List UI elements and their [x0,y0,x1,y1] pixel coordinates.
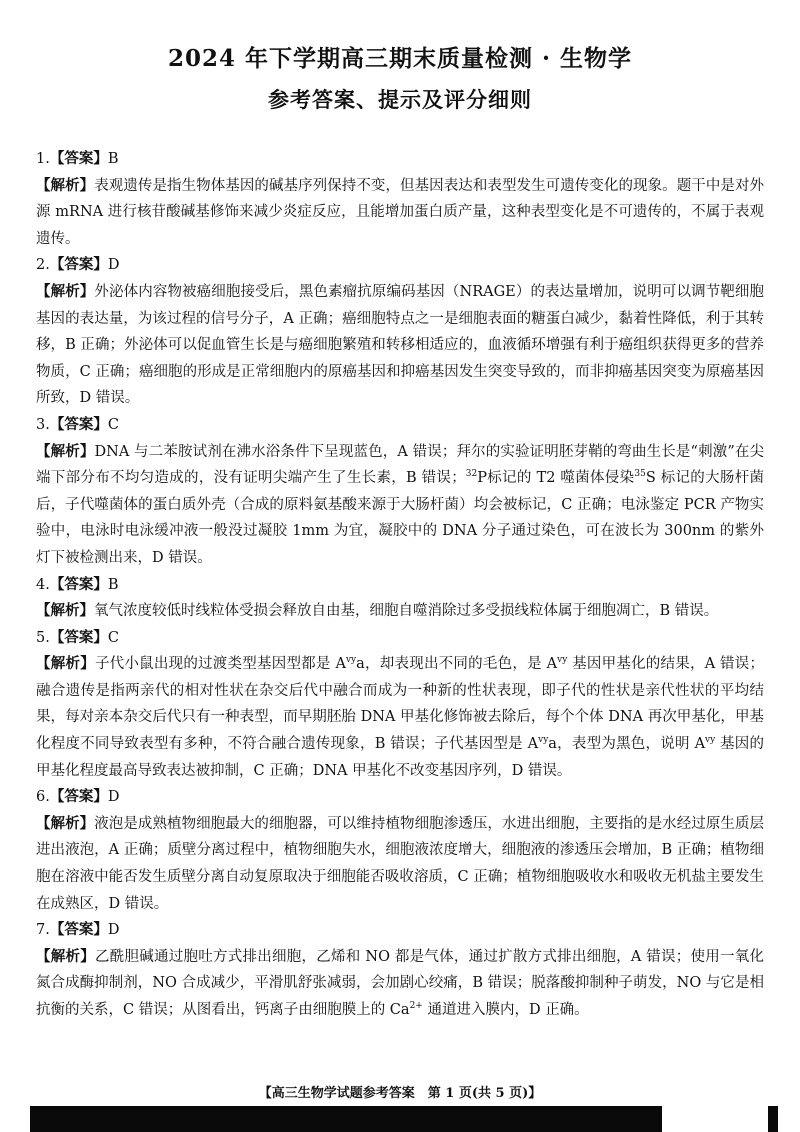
answer-line [36,917,764,944]
analysis-text: 氧气浓度较低时线粒体受损会释放自由基，细胞自噬消除过多受损线粒体属于细胞凋亡，B 错误。 [94,603,719,620]
superscript: 2+ [409,1001,423,1012]
answer-label: 【答案】 [49,575,108,593]
analysis-text: S 标记的大肠杆菌后，子代噬菌体的蛋白质外壳（合成的原料氨基酸来源于大肠杆菌）均会被标记，C 正确；电泳鉴定 PCR 产物实验中，电泳时电泳缓冲液一般没过凝胶 1mm 为宜，凝胶中的 DNA 分子通过染色，可在波长为 300nm 的紫外灯下被检测出来，D 错误。 [36,470,765,566]
analysis-text: a，却表现出不同的毛色，是 A [356,656,558,673]
analysis-text: 乙酰胆碱通过胞吐方式排出细胞，乙烯和 NO 都是气体，通过扩散方式排出细胞，A 错误；使用一氧化氮合成酶抑制剂，NO 合成减少，平滑肌舒张减弱，会加剧心绞痛，B 错误；脱落酸抑制种子萌发，NO 与它是相抗衡的关系，C 错误；从图看出，钙离子由细胞膜上的 Ca [36,948,765,1018]
answer-value: C [107,416,119,433]
analysis-paragraph [36,279,764,412]
analysis-paragraph [36,651,764,784]
answer-label: 【答案】 [49,628,108,646]
analysis-paragraph [36,598,764,625]
answer-line [36,412,764,439]
analysis-text: 基因甲基化的结果，A 错误；融合遗传是指两亲代的相对性状在杂交后代中融合而成为一种新的性状表现，即子代的性状是亲代性状的平均结果，每对亲本杂交后代只有一种表型，而早期胚胎 DNA 甲基化修饰被去除后，每个个体 DNA 再次甲基化，甲基化程度不同导致表型有多种，不符合融合遗传现象，B 错误；子代基因型是 A [36,656,764,753]
answer-value: D [107,922,120,939]
answer-line [36,252,764,279]
question-number: 6. [36,789,50,806]
analysis-label: 【解析】 [36,282,95,300]
page-subtitle: 参考答案、提示及评分细则 [268,87,532,112]
question-7 [36,917,764,1023]
analysis-text: 子代小鼠出现的过渡类型基因型都是 A [94,656,346,673]
analysis-paragraph [36,439,764,572]
scan-edge-mark [768,1106,778,1132]
scan-edge-bar [30,1106,662,1132]
analysis-paragraph [36,944,764,1024]
analysis-label: 【解析】 [36,947,96,965]
analysis-text: P标记的 T2 噬菌体侵染 [477,470,635,487]
question-number: 4. [36,576,50,593]
question-1 [36,146,764,252]
analysis-text: DNA 与二苯胺试剂在沸水浴条件下呈现蓝色，A 错误；拜尔的实验证明胚芽鞘的弯曲生长是“刺激”在尖端下部分布不均匀造成的，没有证明尖端产生了生长素，B 错误； [36,443,765,487]
analysis-text: 液泡是成熟植物细胞最大的细胞器，可以维持植物细胞渗透压，水进出细胞，主要指的是水经过原生质层进出液泡，A 正确；质壁分离过程中，植物细胞失水，细胞液浓度增大，细胞液的渗透压会增加，B 正确；植物细胞在溶液中能否发生质壁分离自动复原取决于细胞能否吸收溶质，C 正确；植物细胞吸收水和吸收无机盐主要发生在成熟区，D 错误。 [36,815,765,912]
question-number: 1. [36,151,50,167]
superscript: 35 [634,469,646,480]
answer-value: D [107,257,120,274]
analysis-label: 【解析】 [36,814,95,832]
superscript: vy [538,735,549,746]
answer-line [36,572,764,599]
analysis-text: 通道进入膜内，D 正确。 [422,1002,589,1018]
question-3 [36,412,764,572]
answer-label: 【答案】 [49,150,108,167]
answer-line [36,146,764,173]
analysis-label: 【解析】 [36,655,95,673]
analysis-text: a，表型为黑色，说明 A [548,736,706,753]
question-number: 5. [36,629,50,646]
analysis-paragraph [36,811,764,917]
answer-label: 【答案】 [49,415,108,433]
question-2 [36,252,764,412]
answer-line [36,784,764,811]
question-number: 3. [36,416,50,433]
answer-label: 【答案】 [49,788,108,806]
analysis-text: 外泌体内容物被癌细胞接受后，黑色素瘤抗原编码基因（NRAGE）的表达量增加，说明可以调节靶细胞基因的表达量，为该过程的信号分子，A 正确；癌细胞特点之一是细胞表面的糖蛋白减少，黏着性降低，利于其转移，B 正确；外泌体可以促血管生长是与癌细胞繁殖和转移相适应的，血液循环增强有利于癌组织获得更多的营养物质，C 正确；癌细胞的形成是正常细胞内的原癌基因和抑癌基因发生突变导致的，而非抑癌基因突变为原癌基因所致，D 错误。 [36,283,764,407]
page-title: 2024 年下学期高三期末质量检测 · 生物学 [167,45,633,72]
superscript: vy [557,655,568,666]
analysis-text: 基因的甲基化程度最高导致表达被抑制，C 正确；DNA 甲基化不改变基因序列，D 错误。 [36,736,765,779]
analysis-label: 【解析】 [36,602,94,620]
answers-list [36,146,764,1024]
question-5 [36,625,764,785]
question-4 [36,572,764,625]
answer-value: B [107,151,119,167]
answer-value: C [107,629,119,646]
answer-value: B [107,576,119,593]
analysis-text: 表观遗传是指生物体基因的碱基序列保持不变，但基因表达和表型发生可遗传变化的现象。题干中是对外源 mRNA 进行核苷酸碱基修饰来减少炎症反应，且能增加蛋白质产量，这种表型变化是不可遗传的，不属于表观遗传。 [36,177,765,247]
analysis-label: 【解析】 [36,442,95,460]
answer-value: D [107,789,120,806]
question-number: 2. [36,257,50,274]
page-footer: 【高三生物学试题参考答案 第 1 页(共 5 页)】 [258,1086,542,1101]
superscript: 32 [465,469,478,480]
question-6 [36,784,764,917]
analysis-label: 【解析】 [36,176,95,194]
superscript: vy [705,735,716,746]
answer-line [36,625,764,652]
question-number: 7. [36,922,50,939]
answer-label: 【答案】 [49,256,108,274]
superscript: vy [345,655,357,666]
answer-label: 【答案】 [49,921,108,939]
analysis-paragraph [36,173,764,253]
